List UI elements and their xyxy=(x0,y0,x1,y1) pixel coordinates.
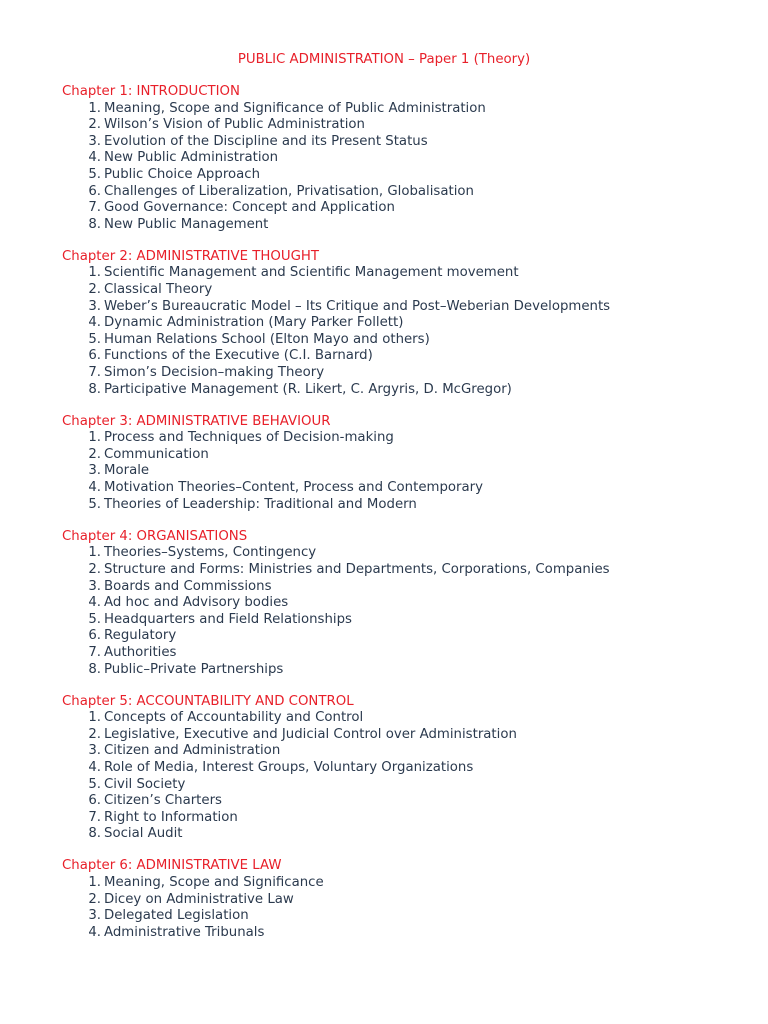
topic-item xyxy=(62,908,752,925)
topic-list xyxy=(62,545,752,678)
topic-number: 1. xyxy=(88,710,101,726)
topic-item xyxy=(62,662,752,679)
topic-list xyxy=(62,430,752,513)
topic-text: Simon’s Decision–making Theory xyxy=(104,365,325,380)
topic-text: Structure and Forms: Ministries and Departments, Corporations, Companies xyxy=(104,561,610,577)
topic-text: Dynamic Administration (Mary Parker Follett) xyxy=(104,315,404,331)
chapter-list xyxy=(62,84,752,957)
chapter-heading: Chapter 4: ORGANISATIONS xyxy=(62,528,248,544)
topic-item xyxy=(62,612,752,629)
topic-number: 4. xyxy=(88,924,101,940)
topic-text: Challenges of Liberalization, Privatisation, Globalisation xyxy=(104,183,474,199)
topic-item xyxy=(62,315,752,332)
topic-text: Meaning, Scope and Significance of Public Administration xyxy=(104,100,486,116)
topic-text: Administrative Tribunals xyxy=(104,924,265,940)
topic-item xyxy=(62,447,752,464)
topic-item xyxy=(62,925,752,942)
topic-number: 1. xyxy=(88,100,101,116)
topic-text: Public Choice Approach xyxy=(104,166,261,182)
topic-number: 5. xyxy=(88,776,101,792)
topic-text: Human Relations School (Elton Mayo and others) xyxy=(104,331,430,347)
chapter-heading: Chapter 1: INTRODUCTION xyxy=(62,84,240,99)
topic-number: 2. xyxy=(88,117,101,133)
topic-number: 4. xyxy=(88,480,101,496)
topic-number: 2. xyxy=(88,446,101,462)
topic-number: 1. xyxy=(88,875,101,891)
topic-item xyxy=(62,365,752,382)
topic-text: Citizen’s Charters xyxy=(104,793,222,809)
topic-item xyxy=(62,760,752,777)
topic-number: 8. xyxy=(88,661,101,677)
topic-item xyxy=(62,579,752,596)
topic-text: Legislative, Executive and Judicial Control over Administration xyxy=(104,726,517,742)
topic-item xyxy=(62,562,752,579)
topic-number: 1. xyxy=(88,430,101,446)
topic-number: 4. xyxy=(88,595,101,611)
topic-number: 7. xyxy=(88,809,101,825)
topic-text: Participative Management (R. Likert, C. Argyris, D. McGregor) xyxy=(104,381,512,397)
topic-item xyxy=(62,217,752,234)
topic-text: Right to Information xyxy=(104,809,238,825)
topic-text: Citizen and Administration xyxy=(104,743,281,759)
topic-item xyxy=(62,743,752,760)
topic-item xyxy=(62,101,752,118)
topic-item xyxy=(62,777,752,794)
topic-item xyxy=(62,595,752,612)
topic-text: Theories of Leadership: Traditional and Modern xyxy=(104,496,417,512)
topic-number: 8. xyxy=(88,216,101,232)
topic-number: 2. xyxy=(88,282,101,298)
chapter-heading: Chapter 5: ACCOUNTABILITY AND CONTROL xyxy=(62,693,354,709)
document-title: PUBLIC ADMINISTRATION – Paper 1 (Theory) xyxy=(237,52,531,67)
topic-number: 7. xyxy=(88,365,101,380)
topic-list xyxy=(62,710,752,843)
topic-text: Boards and Commissions xyxy=(104,578,272,594)
topic-number: 7. xyxy=(88,200,101,216)
topic-item xyxy=(62,628,752,645)
topic-text: Headquarters and Field Relationships xyxy=(104,611,352,627)
topic-item xyxy=(62,892,752,909)
topic-text: Concepts of Accountability and Control xyxy=(104,710,364,726)
topic-number: 5. xyxy=(88,496,101,512)
chapter-section xyxy=(62,529,752,678)
topic-number: 3. xyxy=(88,908,101,924)
topic-text: Communication xyxy=(104,446,209,462)
topic-list xyxy=(62,875,752,941)
topic-number: 6. xyxy=(88,628,101,644)
topic-text: Regulatory xyxy=(104,628,177,644)
topic-number: 3. xyxy=(88,463,101,479)
topic-text: Scientific Management and Scientific Management movement xyxy=(104,265,519,281)
topic-list xyxy=(62,101,752,234)
topic-text: Ad hoc and Advisory bodies xyxy=(104,595,289,611)
topic-number: 4. xyxy=(88,759,101,775)
topic-text: Functions of the Executive (C.I. Barnard) xyxy=(104,348,373,364)
topic-text: Dicey on Administrative Law xyxy=(104,891,294,907)
topic-text: Theories–Systems, Contingency xyxy=(104,545,317,561)
topic-text: New Public Management xyxy=(104,216,269,232)
topic-text: Motivation Theories–Content, Process and Contemporary xyxy=(104,480,483,496)
topic-item xyxy=(62,332,752,349)
topic-number: 1. xyxy=(88,545,101,561)
topic-text: Social Audit xyxy=(104,826,183,842)
topic-item xyxy=(62,150,752,167)
topic-item xyxy=(62,299,752,316)
topic-text: New Public Administration xyxy=(104,150,279,166)
topic-text: Wilson’s Vision of Public Administration xyxy=(104,117,365,133)
topic-number: 5. xyxy=(88,611,101,627)
topic-number: 4. xyxy=(88,150,101,166)
topic-item xyxy=(62,430,752,447)
topic-item xyxy=(62,200,752,217)
topic-list xyxy=(62,265,752,398)
topic-text: Authorities xyxy=(104,644,177,660)
topic-item xyxy=(62,545,752,562)
topic-number: 4. xyxy=(88,315,101,331)
topic-text: Process and Techniques of Decision-making xyxy=(104,430,394,446)
topic-number: 5. xyxy=(88,166,101,182)
topic-item xyxy=(62,382,752,399)
topic-item xyxy=(62,497,752,514)
topic-number: 3. xyxy=(88,298,101,314)
topic-item xyxy=(62,480,752,497)
chapter-heading: Chapter 2: ADMINISTRATIVE THOUGHT xyxy=(62,248,319,264)
topic-item xyxy=(62,875,752,892)
topic-number: 3. xyxy=(88,133,101,149)
topic-number: 6. xyxy=(88,793,101,809)
chapter-section xyxy=(62,414,752,514)
topic-item xyxy=(62,167,752,184)
topic-item xyxy=(62,710,752,727)
chapter-section xyxy=(62,694,752,843)
topic-number: 8. xyxy=(88,381,101,397)
topic-item xyxy=(62,134,752,151)
topic-text: Classical Theory xyxy=(104,282,213,298)
topic-number: 2. xyxy=(88,726,101,742)
topic-text: Delegated Legislation xyxy=(104,908,249,924)
topic-item xyxy=(62,463,752,480)
topic-number: 2. xyxy=(88,891,101,907)
chapter-section xyxy=(62,858,752,941)
topic-item xyxy=(62,645,752,662)
topic-item xyxy=(62,810,752,827)
topic-text: Role of Media, Interest Groups, Voluntary Organizations xyxy=(104,759,474,775)
topic-text: Morale xyxy=(104,463,150,479)
chapter-section xyxy=(62,84,752,233)
topic-item xyxy=(62,826,752,843)
topic-text: Evolution of the Discipline and its Present Status xyxy=(104,133,428,149)
topic-item xyxy=(62,348,752,365)
topic-item xyxy=(62,117,752,134)
topic-number: 1. xyxy=(88,265,101,281)
topic-text: Good Governance: Concept and Application xyxy=(104,200,395,216)
topic-item xyxy=(62,265,752,282)
topic-number: 2. xyxy=(88,561,101,577)
chapter-heading: Chapter 3: ADMINISTRATIVE BEHAVIOUR xyxy=(62,413,331,429)
topic-text: Weber’s Bureaucratic Model – Its Critique and Post–Weberian Developments xyxy=(104,298,611,314)
chapter-section xyxy=(62,249,752,398)
topic-text: Civil Society xyxy=(104,776,186,792)
chapter-heading: Chapter 6: ADMINISTRATIVE LAW xyxy=(62,858,282,874)
topic-item xyxy=(62,727,752,744)
topic-text: Meaning, Scope and Significance xyxy=(104,875,324,891)
topic-number: 6. xyxy=(88,183,101,199)
topic-number: 6. xyxy=(88,348,101,364)
topic-number: 7. xyxy=(88,644,101,660)
topic-number: 3. xyxy=(88,578,101,594)
topic-number: 3. xyxy=(88,743,101,759)
topic-item xyxy=(62,282,752,299)
topic-number: 8. xyxy=(88,826,101,842)
topic-item xyxy=(62,184,752,201)
topic-item xyxy=(62,793,752,810)
topic-text: Public–Private Partnerships xyxy=(104,661,284,677)
topic-number: 5. xyxy=(88,331,101,347)
